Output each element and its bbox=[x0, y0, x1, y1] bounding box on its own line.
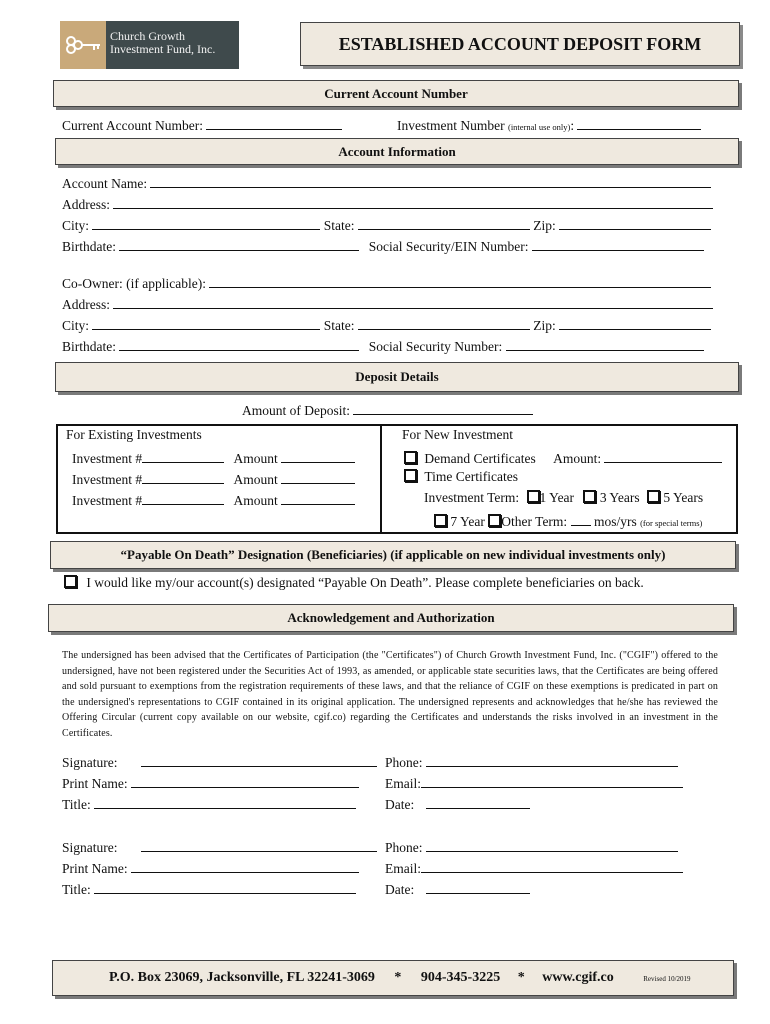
signature-field-1[interactable] bbox=[141, 752, 377, 767]
address-row bbox=[62, 194, 713, 213]
print-name-label: Print Name: bbox=[62, 861, 128, 876]
phone-label: Phone: bbox=[385, 755, 423, 770]
investment-number-label: Investment # bbox=[72, 493, 143, 508]
time-certificates-checkbox[interactable] bbox=[404, 469, 417, 482]
birthdate-field[interactable] bbox=[119, 236, 359, 251]
term-7-year-label: 7 Year bbox=[450, 514, 485, 529]
term-5-years-label: 5 Years bbox=[663, 490, 704, 505]
existing-row-3 bbox=[72, 490, 355, 509]
coowner-zip-field[interactable] bbox=[559, 315, 711, 330]
account-name-field[interactable] bbox=[150, 173, 711, 188]
coowner-city-field[interactable] bbox=[92, 315, 320, 330]
coowner-state-field[interactable] bbox=[358, 315, 530, 330]
date-label: Date: bbox=[385, 797, 415, 812]
coowner-address-field[interactable] bbox=[113, 294, 713, 309]
existing-row-2 bbox=[72, 469, 355, 488]
term-7-year-checkbox[interactable] bbox=[434, 514, 447, 527]
title-label: Title: bbox=[62, 797, 91, 812]
ssn-field[interactable] bbox=[532, 236, 704, 251]
title-row-2 bbox=[62, 879, 356, 898]
other-term-field[interactable] bbox=[571, 511, 591, 526]
footer-phone: 904-345-3225 bbox=[420, 970, 501, 985]
demand-certificates-label: Demand Certificates bbox=[424, 451, 536, 466]
term-3-years-label: 3 Years bbox=[599, 490, 640, 505]
term-1-year-checkbox[interactable] bbox=[527, 490, 540, 503]
new-amount-field[interactable] bbox=[604, 448, 722, 463]
form-title: ESTABLISHED ACCOUNT DEPOSIT FORM bbox=[300, 22, 740, 66]
coowner-address-row bbox=[62, 294, 713, 313]
print-name-row-1 bbox=[62, 773, 359, 792]
investment-number-field[interactable] bbox=[577, 115, 701, 130]
coowner-name-field[interactable] bbox=[209, 273, 711, 288]
title-label: Title: bbox=[62, 882, 91, 897]
time-certificates-row bbox=[404, 469, 518, 485]
phone-row-1 bbox=[385, 752, 678, 771]
current-account-number-field[interactable] bbox=[206, 115, 342, 130]
logo-line-1: Church Growth bbox=[110, 29, 185, 43]
existing-row-1 bbox=[72, 448, 355, 467]
account-name-row bbox=[62, 173, 711, 192]
date-label: Date: bbox=[385, 882, 415, 897]
state-label: State: bbox=[323, 218, 355, 233]
coowner-city-label: City: bbox=[62, 318, 90, 333]
phone-field-1[interactable] bbox=[426, 752, 678, 767]
investment-term-label: Investment Term: bbox=[424, 490, 520, 505]
other-term-checkbox[interactable] bbox=[488, 514, 501, 527]
email-label: Email: bbox=[385, 861, 421, 876]
term-3-years-checkbox[interactable] bbox=[583, 490, 596, 503]
address-field[interactable] bbox=[113, 194, 713, 209]
other-term-row bbox=[434, 511, 702, 531]
phone-row-2 bbox=[385, 837, 678, 856]
logo bbox=[60, 21, 239, 69]
city-row bbox=[62, 215, 711, 234]
key-logo-icon bbox=[60, 21, 106, 69]
other-term-label: Other Term: bbox=[501, 514, 568, 529]
investment-number-label: Investment # bbox=[72, 451, 143, 466]
new-amount-label: Amount: bbox=[553, 451, 602, 466]
print-name-field-1[interactable] bbox=[131, 773, 359, 788]
state-field[interactable] bbox=[358, 215, 530, 230]
date-row-2 bbox=[385, 879, 530, 898]
existing-investment-field-3[interactable] bbox=[142, 490, 224, 505]
footer-website[interactable]: www.cgif.co bbox=[542, 970, 614, 985]
title-field-1[interactable] bbox=[94, 794, 356, 809]
signature-field-2[interactable] bbox=[141, 837, 377, 852]
phone-field-2[interactable] bbox=[426, 837, 678, 852]
birthdate-row bbox=[62, 236, 704, 255]
current-account-row bbox=[62, 115, 342, 134]
coowner-address-label: Address: bbox=[62, 297, 110, 312]
existing-amount-field-3[interactable] bbox=[281, 490, 355, 505]
address-label: Address: bbox=[62, 197, 110, 212]
investment-number-label: Investment Number bbox=[397, 118, 505, 133]
section-account-info: Account Information bbox=[55, 138, 739, 165]
zip-field[interactable] bbox=[559, 215, 711, 230]
footer-separator: * bbox=[517, 970, 525, 985]
amount-of-deposit-label: Amount of Deposit: bbox=[242, 403, 350, 418]
email-field-1[interactable] bbox=[421, 773, 683, 788]
print-name-row-2 bbox=[62, 858, 359, 877]
coowner-name-label: Co-Owner: (if applicable): bbox=[62, 276, 206, 291]
amount-label: Amount bbox=[233, 493, 278, 508]
mos-yrs-label: mos/yrs bbox=[593, 514, 637, 529]
internal-use-note: (internal use only) bbox=[507, 122, 571, 132]
email-label: Email: bbox=[385, 776, 421, 791]
pod-row bbox=[64, 575, 644, 591]
investment-term-row bbox=[424, 490, 703, 506]
account-name-label: Account Name: bbox=[62, 176, 148, 191]
signature-label: Signature: bbox=[62, 840, 118, 855]
existing-amount-field-1[interactable] bbox=[281, 448, 355, 463]
coowner-birthdate-label: Birthdate: bbox=[62, 339, 116, 354]
term-1-year-label: 1 Year bbox=[539, 490, 575, 505]
coowner-ssn-field[interactable] bbox=[506, 336, 704, 351]
logo-line-2: Investment Fund, Inc. bbox=[110, 42, 216, 56]
print-name-field-2[interactable] bbox=[131, 858, 359, 873]
logo-text bbox=[110, 30, 215, 56]
investment-number-label: Investment # bbox=[72, 472, 143, 487]
coowner-birthdate-row bbox=[62, 336, 704, 355]
section-current-account: Current Account Number bbox=[53, 80, 739, 107]
coowner-birthdate-field[interactable] bbox=[119, 336, 359, 351]
city-field[interactable] bbox=[92, 215, 320, 230]
print-name-label: Print Name: bbox=[62, 776, 128, 791]
term-5-years-checkbox[interactable] bbox=[647, 490, 660, 503]
coowner-name-row bbox=[62, 273, 711, 292]
email-field-2[interactable] bbox=[421, 858, 683, 873]
acknowledgement-text: The undersigned has been advised that the Certificates of Participation (the "Certificates") of Church Growth Investment Fund, Inc. ("CGIF") offered to the undersigned, have not been registered under the Securities Act of 1993, as amended, or applicable state securities laws, that the Certificates are being offered and sold pursuant to exemptions from the registration requirements of these laws, and that the reliance of CGIF on these exemptions is predicated in part on the undersigned's representations to CGIF contained in its original application. The undersigned represents and acknowledges that he/she has reviewed the Offering Circular (current copy available on our website, cgif.co) regarding the Certificates and understands the risks involved in an investment in the Certificates. bbox=[62, 650, 718, 739]
amount-of-deposit-field[interactable] bbox=[353, 400, 533, 415]
email-row-1 bbox=[385, 773, 683, 792]
existing-investment-field-1[interactable] bbox=[142, 448, 224, 463]
city-label: City: bbox=[62, 218, 90, 233]
existing-investments-title: For Existing Investments bbox=[66, 427, 202, 442]
zip-label: Zip: bbox=[533, 218, 556, 233]
section-payable-on-death: “Payable On Death” Designation (Beneficiaries) (if applicable on new individual investments only) bbox=[50, 541, 736, 569]
demand-certificates-row bbox=[404, 448, 722, 467]
coowner-state-label: State: bbox=[323, 318, 355, 333]
amount-of-deposit-row bbox=[242, 400, 533, 419]
email-row-2 bbox=[385, 858, 683, 877]
coowner-zip-label: Zip: bbox=[533, 318, 556, 333]
footer-bar bbox=[52, 960, 734, 996]
title-row-1 bbox=[62, 794, 356, 813]
investment-number-row: Investment Number (internal use only): bbox=[397, 115, 701, 135]
current-account-number-label: Current Account Number: bbox=[62, 118, 203, 133]
section-acknowledgement: Acknowledgement and Authorization bbox=[48, 604, 734, 632]
birthdate-label: Birthdate: bbox=[62, 239, 116, 254]
revised-date: Revised 10/2019 bbox=[643, 975, 691, 983]
date-field-2[interactable] bbox=[426, 879, 530, 894]
special-terms-note: (for special terms) bbox=[640, 518, 703, 528]
section-deposit-details: Deposit Details bbox=[55, 362, 739, 392]
amount-label: Amount bbox=[233, 451, 278, 466]
demand-certificates-checkbox[interactable] bbox=[404, 451, 417, 464]
date-field-1[interactable] bbox=[426, 794, 530, 809]
existing-investment-field-2[interactable] bbox=[142, 469, 224, 484]
footer-address: P.O. Box 23069, Jacksonville, FL 32241-3069 bbox=[109, 970, 375, 985]
time-certificates-label: Time Certificates bbox=[424, 469, 518, 484]
pod-label: I would like my/our account(s) designated “Payable On Death”. Please complete beneficiaries on back. bbox=[86, 575, 644, 590]
phone-label: Phone: bbox=[385, 840, 423, 855]
pod-checkbox[interactable] bbox=[64, 575, 77, 588]
signature-label: Signature: bbox=[62, 755, 118, 770]
coowner-city-row bbox=[62, 315, 711, 334]
existing-amount-field-2[interactable] bbox=[281, 469, 355, 484]
ssn-label: Social Security/EIN Number: bbox=[368, 239, 529, 254]
coowner-ssn-label: Social Security Number: bbox=[368, 339, 503, 354]
footer-separator: * bbox=[394, 970, 402, 985]
signature-row-2 bbox=[62, 837, 377, 856]
signature-row-1 bbox=[62, 752, 377, 771]
amount-label: Amount bbox=[233, 472, 278, 487]
new-investment-title: For New Investment bbox=[402, 427, 513, 442]
title-field-2[interactable] bbox=[94, 879, 356, 894]
date-row-1 bbox=[385, 794, 530, 813]
